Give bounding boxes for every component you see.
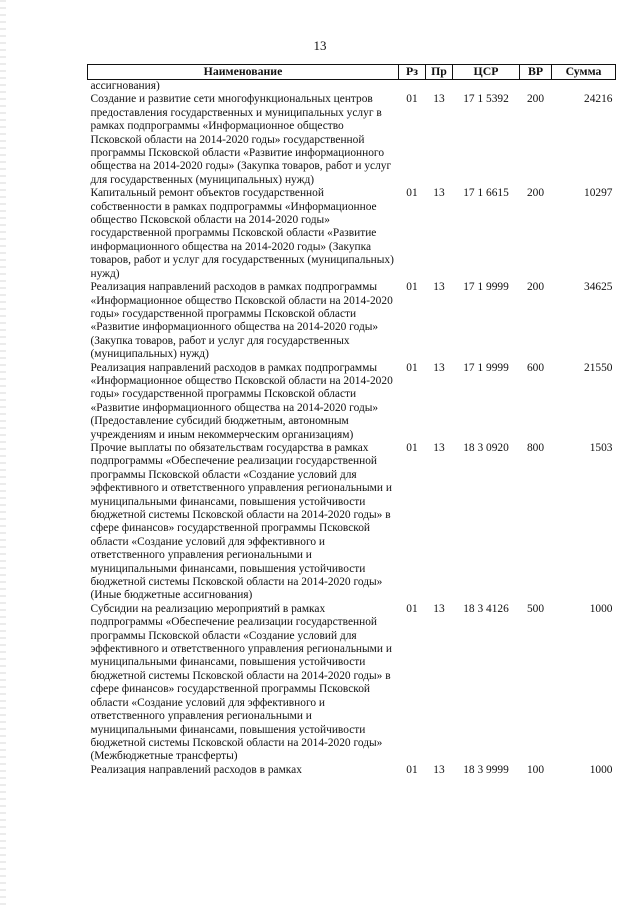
row-csr: 17 1 9999	[463, 281, 509, 294]
row-pr: 13	[433, 93, 445, 106]
header-sum: Сумма	[552, 65, 616, 80]
row-vr: 200	[526, 281, 545, 294]
row-sum: 34625	[584, 281, 613, 294]
row-csr: 17 1 5392	[463, 93, 509, 106]
row-vr: 200	[526, 187, 545, 200]
row-sum: 10297	[584, 187, 613, 200]
page-number: 13	[313, 38, 327, 53]
row-name: Создание и развитие сети многофункциональных центров предоставления государственных и муниципальных услуг в рамках подпрограммы «Информационное общество Псковской области на 2014-2020 годы» государственной программы Псковской области «Развитие информационного общества на 2014-2020 годы» (Закупка товаров, работ и услуг для государственных (муниципальных) нужд)	[90, 93, 392, 186]
table-row	[88, 442, 616, 603]
row-vr: 800	[526, 441, 545, 454]
table-row	[88, 362, 616, 442]
header-rz: Рз	[399, 65, 426, 80]
row-rz: 01	[406, 763, 418, 776]
table-row	[88, 187, 616, 281]
scan-edge-shadow	[0, 0, 6, 905]
row-name: Реализация направлений расходов в рамках	[90, 763, 302, 776]
row-name: Прочие выплаты по обязательствам государства в рамках подпрограммы «Обеспечение реализации государственной программы Псковской области «Создание условий для эффективного и ответственного управления региональными и муниципальными финансами, повышения устойчивости бюджетной системы Псковской области на 2014-2020 годы» в сфере финансов» государственной программы Псковской области «Создание условий для эффективного и ответственного управления региональными и муниципальными финансами, повышения устойчивости бюджетной системы Псковской области на 2014-2020 годы» (Иные бюджетные ассигнования)	[90, 441, 392, 602]
row-name: Реализация направлений расходов в рамках подпрограммы «Информационное общество Псковской области на 2014-2020 годы» государственной программы Псковской области «Развитие информационного общества на 2014-2020 годы» (Предоставление субсидий бюджетным, автономным учреждениям и иным некоммерческим организациям)	[90, 361, 393, 441]
row-csr: 17 1 9999	[463, 361, 509, 374]
budget-table	[87, 64, 616, 777]
header-name: Наименование	[88, 65, 399, 80]
row-pr: 13	[433, 763, 445, 776]
row-name: Капитальный ремонт объектов государственной собственности в рамках подпрограммы «Информационное общество Псковской области на 2014-2020 годы» государственной программы Псковской области «Развитие информационного общества на 2014-2020 годы» (Закупка товаров, работ и услуг для государственных (муниципальных) нужд)	[90, 187, 394, 280]
row-sum: 21550	[584, 361, 613, 374]
header-vr: ВР	[520, 65, 552, 80]
row-rz: 01	[406, 281, 418, 294]
row-csr: 18 3 0920	[463, 441, 509, 454]
row-name: Субсидии на реализацию мероприятий в рамках подпрограммы «Обеспечение реализации государственной программы Псковской области «Создание условий для эффективного и ответственного управления региональными и муниципальными финансами, повышения устойчивости бюджетной системы Псковской области на 2014-2020 годы» в сфере финансов» государственной программы Псковской области «Создание условий для эффективного и ответственного управления региональными и муниципальными финансами, повышения устойчивости бюджетной системы Псковской области на 2014-2020 годы» (Межбюджетные трансферты)	[90, 602, 392, 763]
row-pr: 13	[433, 281, 445, 294]
row-csr: 18 3 9999	[463, 763, 509, 776]
row-vr: 500	[526, 602, 545, 615]
row-vr: 600	[526, 361, 545, 374]
row-vr: 100	[526, 763, 545, 776]
row-rz: 01	[406, 361, 418, 374]
row-rz: 01	[406, 93, 418, 106]
row-rz: 01	[406, 187, 418, 200]
row-sum: 1000	[589, 763, 613, 776]
row-csr: 17 1 6615	[463, 187, 509, 200]
row-vr: 200	[526, 93, 545, 106]
table-header-row	[88, 65, 616, 80]
row-pr: 13	[433, 187, 445, 200]
row-sum: 1000	[589, 602, 613, 615]
row-sum: 24216	[584, 93, 613, 106]
table-row	[88, 603, 616, 764]
header-csr: ЦСР	[453, 65, 520, 80]
table-row	[88, 281, 616, 361]
continuation-text: ассигнования)	[90, 80, 160, 92]
table-row-continuation	[88, 80, 616, 94]
row-pr: 13	[433, 441, 445, 454]
row-name: Реализация направлений расходов в рамках подпрограммы «Информационное общество Псковской области на 2014-2020 годы» государственной программы Псковской области «Развитие информационного общества на 2014-2020 годы» (Закупка товаров, работ и услуг для государственных (муниципальных) нужд)	[90, 281, 393, 361]
header-pr: Пр	[426, 65, 453, 80]
table-row	[88, 764, 616, 777]
row-sum: 1503	[589, 441, 613, 454]
table-row	[88, 93, 616, 187]
row-rz: 01	[406, 441, 418, 454]
row-rz: 01	[406, 602, 418, 615]
row-csr: 18 3 4126	[463, 602, 509, 615]
row-pr: 13	[433, 602, 445, 615]
row-pr: 13	[433, 361, 445, 374]
